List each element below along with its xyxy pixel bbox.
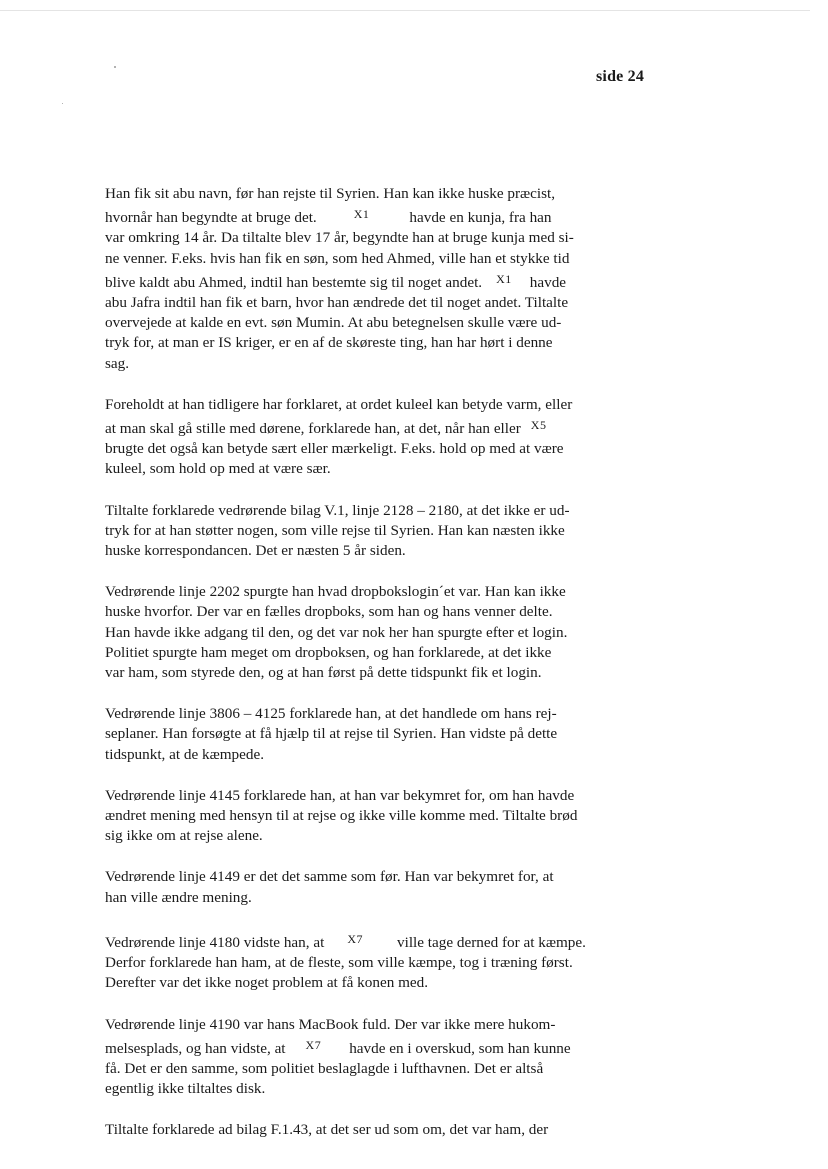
text-line: huske korrespondancen. Det er næsten 5 år siden. bbox=[105, 542, 406, 560]
text-fragment: melsesplads, og han vidste, at bbox=[105, 1039, 286, 1057]
text-line bbox=[105, 269, 605, 293]
text-line: Tiltalte forklarede vedrørende bilag V.1, linje 2128 – 2180, at det ikke er ud- bbox=[105, 501, 570, 519]
scan-speck bbox=[114, 66, 116, 68]
text-line: han ville ændre mening. bbox=[105, 888, 252, 906]
redaction-marker: X1 bbox=[496, 271, 512, 286]
text-line: Tiltalte forklarede ad bilag F.1.43, at det ser ud som om, det var ham, der bbox=[105, 1121, 549, 1139]
text-line: Politiet spurgte ham meget om dropboksen, og han forklarede, at det ikke bbox=[105, 643, 552, 661]
text-line: Vedrørende linje 2202 spurgte han hvad dropbokslogin´et var. Han kan ikke bbox=[105, 583, 566, 601]
text-line: få. Det er den samme, som politiet beslaglagde i lufthavnen. Det er altså bbox=[105, 1059, 544, 1077]
text-fragment: Vedrørende linje 4180 vidste han, at bbox=[105, 933, 325, 951]
scan-top-edge bbox=[0, 10, 810, 11]
page-number: side 24 bbox=[596, 68, 645, 85]
text-line: kuleel, som hold op med at være sær. bbox=[105, 460, 331, 478]
text-line: huske hvorfor. Der var en fælles dropboks, som han og hans venner delte. bbox=[105, 603, 553, 621]
text-line bbox=[105, 415, 605, 439]
text-line: Han havde ikke adgang til den, og det var nok her han spurgte efter et login. bbox=[105, 623, 568, 641]
text-line: sig ikke om at rejse alene. bbox=[105, 827, 263, 845]
text-line: brugte det også kan betyde sært eller mærkeligt. F.eks. hold op med at være bbox=[105, 440, 564, 458]
document-body bbox=[105, 184, 605, 1162]
redaction-marker: X7 bbox=[347, 931, 363, 946]
text-line bbox=[105, 1035, 605, 1059]
text-fragment: ville tage derned for at kæmpe. bbox=[397, 933, 586, 951]
text-line: ne venner. F.eks. hvis han fik en søn, som hed Ahmed, ville han et stykke tid bbox=[105, 249, 570, 267]
text-line: ændret mening med hensyn til at rejse og ikke ville komme med. Tiltalte brød bbox=[105, 807, 578, 825]
paragraph-6 bbox=[105, 786, 605, 847]
text-fragment: havde en i overskud, som han kunne bbox=[349, 1039, 571, 1057]
text-line: Vedrørende linje 4190 var hans MacBook fuld. Der var ikke mere hukom- bbox=[105, 1015, 556, 1033]
text-line: Derfor forklarede han ham, at de fleste, som ville kæmpe, tog i træning først. bbox=[105, 954, 573, 972]
text-line: var ham, som styrede den, og at han først på dette tidspunkt fik et login. bbox=[105, 664, 542, 682]
paragraph-1 bbox=[105, 184, 605, 374]
text-line: tryk for at han støtter nogen, som ville rejse til Syrien. Han kan næsten ikke bbox=[105, 521, 565, 539]
redaction-marker: X1 bbox=[353, 207, 370, 222]
paragraph-10 bbox=[105, 1120, 605, 1140]
text-line: Han fik sit abu navn, før han rejste til Syrien. Han kan ikke huske præcist, bbox=[105, 185, 556, 202]
paragraph-5 bbox=[105, 704, 605, 765]
text-line: Derefter var det ikke noget problem at få konen med. bbox=[105, 974, 429, 992]
paragraph-9 bbox=[105, 1015, 605, 1100]
text-fragment: hvornår han begyndte at bruge det. bbox=[105, 209, 317, 227]
text-line: Vedrørende linje 4149 er det det samme som før. Han var bekymret for, at bbox=[105, 868, 554, 886]
text-line: seplaner. Han forsøgte at få hjælp til at rejse til Syrien. Han vidste på dette bbox=[105, 725, 558, 743]
text-line: sag. bbox=[105, 354, 130, 372]
paragraph-2 bbox=[105, 395, 605, 480]
text-line: Foreholdt at han tidligere har forklaret, at ordet kuleel kan betyde varm, eller bbox=[105, 395, 573, 413]
paragraph-4 bbox=[105, 582, 605, 683]
text-line: Vedrørende linje 3806 – 4125 forklarede han, at det handlede om hans rej- bbox=[105, 705, 557, 723]
text-line: tryk for, at man er IS kriger, er en af de skøreste ting, han har hørt i denne bbox=[105, 334, 553, 352]
text-line bbox=[105, 204, 605, 228]
text-line: tidspunkt, at de kæmpede. bbox=[105, 745, 265, 763]
text-line bbox=[105, 929, 605, 953]
text-fragment: at man skal gå stille med dørene, forklarede han, at det, når han eller bbox=[105, 420, 521, 438]
text-line: egentlig ikke tiltaltes disk. bbox=[105, 1080, 266, 1098]
redaction-marker: X5 bbox=[530, 418, 547, 433]
text-line: abu Jafra indtil han fik et barn, hvor han ændrede det til noget andet. Tiltalte bbox=[105, 294, 569, 312]
text-fragment: blive kaldt abu Ahmed, indtil han bestemte sig til noget andet. bbox=[105, 273, 483, 291]
paragraph-7 bbox=[105, 867, 605, 907]
text-fragment: havde en kunja, fra han bbox=[409, 209, 552, 227]
paragraph-8 bbox=[105, 929, 605, 994]
text-line: overvejede at kalde en evt. søn Mumin. At abu betegnelsen skulle være ud- bbox=[105, 314, 562, 332]
redaction-marker: X7 bbox=[305, 1037, 322, 1052]
paragraph-3 bbox=[105, 501, 605, 562]
text-line: var omkring 14 år. Da tiltalte blev 17 år, begyndte han at bruge kunja med si- bbox=[105, 229, 574, 247]
text-fragment: havde bbox=[529, 273, 567, 291]
scan-speck bbox=[62, 103, 63, 104]
text-line: Vedrørende linje 4145 forklarede han, at han var bekymret for, om han havde bbox=[105, 786, 575, 804]
